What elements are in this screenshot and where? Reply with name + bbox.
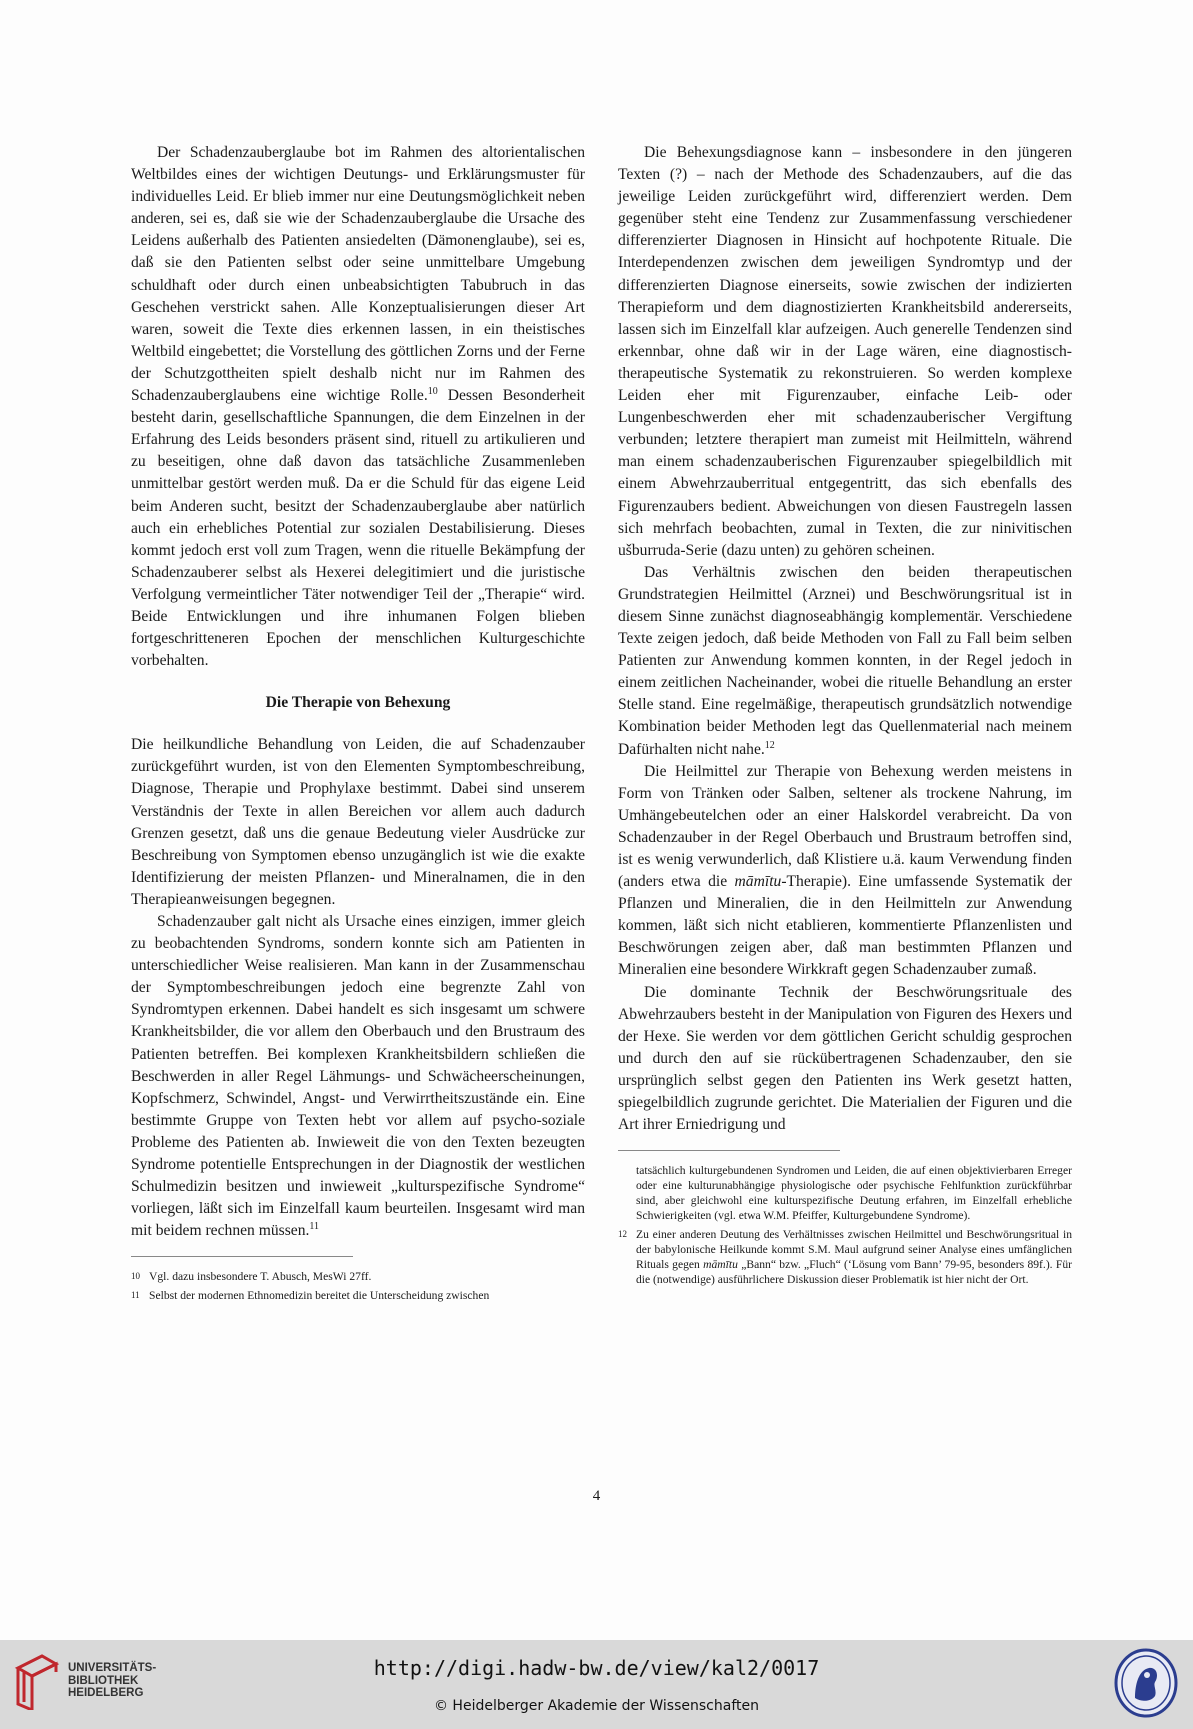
footnote-ref[interactable]: 12 — [764, 739, 775, 751]
right-column — [618, 142, 1072, 1291]
footnote: 12 Zu einer anderen Deutung des Verhältnisses zwischen Heilmittel und Beschwörungsritual in der babylonische Heilkunde kommt S.M. Maul aufgrund seiner Analyse eines umfänglichen Rituals gegen māmītu „Bann“ bzw. „Fluch“ (‘Lösung vom Bann’ 79-95, besonders 89f.). Für die (notwendige) ausführlichere Diskussion dieser Problematik ist hier nicht der Ort. — [618, 1228, 1072, 1287]
footnote-ref[interactable]: 11 — [309, 1221, 320, 1233]
paragraph: Das Verhältnis zwischen den beiden therapeutischen Grundstrategien Heilmittel (Arznei) und Beschwörungsritual ist in diesem Sinne zunächst diagnoseabhängig komplementär. Verschiedene Texte zeigen jedoch, daß beide Methoden von Fall zu Fall beim selben Patienten zur Anwendung kommen konnten, in der Regel jedoch in einem zeitlichen Nacheinander, wobei die rituelle Behandlung an erster Stelle stand. Eine regelmäßige, therapeutisch grundsätzlich notwendige Kombination beider Methoden legt das Quellenmaterial nach meinem Dafürhalten nicht nahe.$^{12}$ — [618, 563, 1072, 758]
footer-bar — [0, 1640, 1193, 1729]
left-column — [131, 142, 585, 1307]
paragraph: Schadenzauber galt nicht als Ursache eines einzigen, immer gleich zu beobachtenden Syndroms, sondern konnte sich am Patienten in unterschiedlicher Weise realisieren. Man kann in der Zusammenschau der Symptombeschreibungen jedoch eine begrenzte Zahl von Syndromtypen erkennen. Dabei handelt es sich insgesamt um schwere Krankheitsbilder, die vor allem den Oberbauch und den Brustraum des Patienten betreffen. Bei komplexen Krankheitsbildern schließen die Beschwerden in aller Regel Lähmungs- und Schwächeerscheinungen, Kopfschmerz, Schwindel, Angst- und Verwirrtheitszustände ein. Eine bestimmte Gruppe von Texten hebt vor allem auf psycho-soziale Probleme des Patienten ab. Inwieweit die von den Texten bezeugten Syndrome potentielle Entsprechungen in der Diagnostik der westlichen Schulmedizin besitzen und inwieweit „kulturspezifische Syndrome“ vorliegen, läßt sich im Einzelfall kaum beurteilen. Insgesamt wird man mit beidem rechnen müssen.$^{11}$ — [131, 913, 585, 1240]
footnote-separator — [131, 1256, 353, 1257]
paragraph: Der Schadenzauberglaube bot im Rahmen des altorientalischen Weltbildes eines der wichtigen Deutungs- und Erklärungsmuster für individuelles Leid. Er blieb immer nur eine Deutungsmöglichkeit neben anderen, sei es, daß sie wie der Schadenzauberglaube die Ursache des Leidens außerhalb des Patienten ansiedelten (Dämonenglaube), sei es, daß sie den Patienten selbst oder seine unmittelbare Umgebung schuldhaft oder durch einen unbeabsichtigten Tabubruch in das Geschehen verstrickt sahen. Alle Konzeptualisierungen dieser Art waren, soweit die Texte dies erkennen lassen, in ein theistisches Weltbild eingebettet; die Vorstellung des göttlichen Zorns und der Ferne der Schutzgottheiten spielt deshalb nicht nur im Rahmen des Schadenzauberglaubens eine wichtige Rolle.$^{10}$ Dessen Besonderheit besteht darin, gesellschaftliche Spannungen, die dem Einzelnen in der Erfahrung des Leids besonders präsent sind, rituell zu artikulieren und zu beseitigen, ohne daß davon das tatsächliche Zusammenleben unmittelbar gestört werden muß. Da er die Schuld für das eigene Leid beim Anderen sucht, besitzt der Schadenzauberglaube aber natürlich auch ein erhebliches Potential zur sozialen Destabilisierung. Dieses kommt jedoch erst voll zum Tragen, wenn die rituelle Bekämpfung der Schadenzauberer selbst als Hexerei delegitimiert und die juristische Verfolgung vermeintlicher Täter notwendiger Teil der „Therapie“ wird. Beide Entwicklungen und ihre inhumanen Folgen blieben fortgeschritteneren Epochen der menschlichen Kulturgeschichte vorbehalten. — [131, 144, 585, 670]
footnote: 11 Selbst der modernen Ethnomedizin bereitet die Unterscheidung zwischen — [131, 1289, 490, 1303]
section-heading: Die Therapie von Behexung — [265, 694, 451, 712]
footnote-separator — [618, 1150, 840, 1151]
copyright-notice: © Heidelberger Akademie der Wissenschaften — [433, 1698, 759, 1714]
page-number: 4 — [592, 1488, 601, 1504]
footnote-continuation: tatsächlich kulturgebundenen Syndromen und Leiden, die auf einen objektivierbaren Erreger oder eine kulturunabhängige physiologische oder psychische Fehlfunktion zurückführbar sind, aber gleichwohl eine kulturspezifische Deutung erfahren, im Einzelfall erhebliche Schwierigkeiten (vgl. etwa W.M. Pfeiffer, Kulturgebundene Syndrome). — [636, 1164, 1072, 1223]
footnote-ref[interactable]: 10 — [427, 385, 438, 397]
academy-seal-icon — [1113, 1648, 1179, 1718]
paragraph: Die heilkundliche Behandlung von Leiden, die auf Schadenzauber zurückgeführt wurden, ist von den Elementen Symptombeschreibung, Diagnose, Therapie und Prophylaxe bestimmt. Dabei sind unserem Verständnis der Texte in allen Bereichen vor allem auch dadurch Grenzen gesetzt, daß uns die genaue Bedeutung vieler Ausdrücke zur Beschreibung von Symptomen ebenso unzugänglich ist wie die exakte Identifizierung der meisten Pflanzen- und Mineralnamen, die in den Therapieanweisungen begegnen. — [131, 736, 585, 908]
paragraph: Die Heilmittel zur Therapie von Behexung werden meistens in Form von Tränken oder Salben, seltener als trockene Nahrung, im Umhängebeutelchen oder an einer Halskordel verabreicht. Da von Schadenzauber in der Regel Oberbauch und Brustraum betroffen sind, ist es wenig verwunderlich, daß Klistiere u.ä. kaum Verwendung finden (anders etwa die māmītu-Therapie). Eine umfassende Systematik der Pflanzen und Mineralien, die in den Heilmitteln zur Anwendung kommen, läßt sich nicht etablieren, kommentierte Pflanzenlisten und Beschwörungen zeigen aber, daß man bestimmten Pflanzen und Mineralien eine besondere Wirkkraft gegen Schadenzauber zumaß. — [618, 762, 1072, 979]
library-name[interactable]: UNIVERSITÄTS- BIBLIOTHEK HEIDELBERG — [68, 1662, 157, 1699]
source-url-link[interactable]: http://digi.hadw-bw.de/view/kal2/0017 — [373, 1656, 820, 1680]
footnote: 10 Vgl. dazu insbesondere T. Abusch, MesWi 27ff. — [131, 1270, 372, 1284]
paragraph: Die dominante Technik der Beschwörungsrituale des Abwehrzaubers besteht in der Manipulation von Figuren des Hexers und der Hexe. Sie werden vor dem göttlichen Gericht schuldig gesprochen und durch den auf sie rückübertragenen Schadenzauber, den sie ursprünglich selbst gegen den Patienten ins Werk gesetzt hatten, spiegelbildlich zugrunde gerichtet. Die Materialien der Figuren und die Art ihrer Erniedrigung und — [618, 983, 1072, 1134]
paragraph: Die Behexungsdiagnose kann – insbesondere in den jüngeren Texten (?) – nach der Methode des Schadenzaubers, auf die das jeweilige Leiden zurückgeführt wird, differenziert werden. Dem gegenüber steht eine Tendenz zur Zusammenfassung verschiedener differenzierter Diagnosen in Hinsicht auf hochpotente Rituale. Die Interdependenzen zwischen dem jeweiligen Syndromtyp und der differenzierten Diagnose einerseits, sowie zwischen der indizierten Therapieform und dem diagnostizierten Krankheitsbild andererseits, lassen sich im Einzelfall klar aufzeigen. Auch generelle Tendenzen sind erkennbar, ohne daß wir in der Lage wären, eine diagnostisch-therapeutische Systematik zu rekonstruieren. So werden komplexe Leiden eher mit Figurenzauber, einfache Leib- oder Lungenbeschwerden eher mit schadenzauberischer Vergiftung verbunden; letztere therapiert man zumeist mit Heilmitteln, während man einem schadenzauberischen Figurenzauber spiegelbildlich mit einem Abwehrzauberritual entgegentritt, das sich ebenfalls des Figurenzaubers bedient. Abweichungen von diesen Faustregeln lassen sich mehrfach beobachten, zumal in Texten, die zur ninivitischen ušburruda-Serie (dazu unten) zu gehören scheinen. — [618, 144, 1072, 559]
